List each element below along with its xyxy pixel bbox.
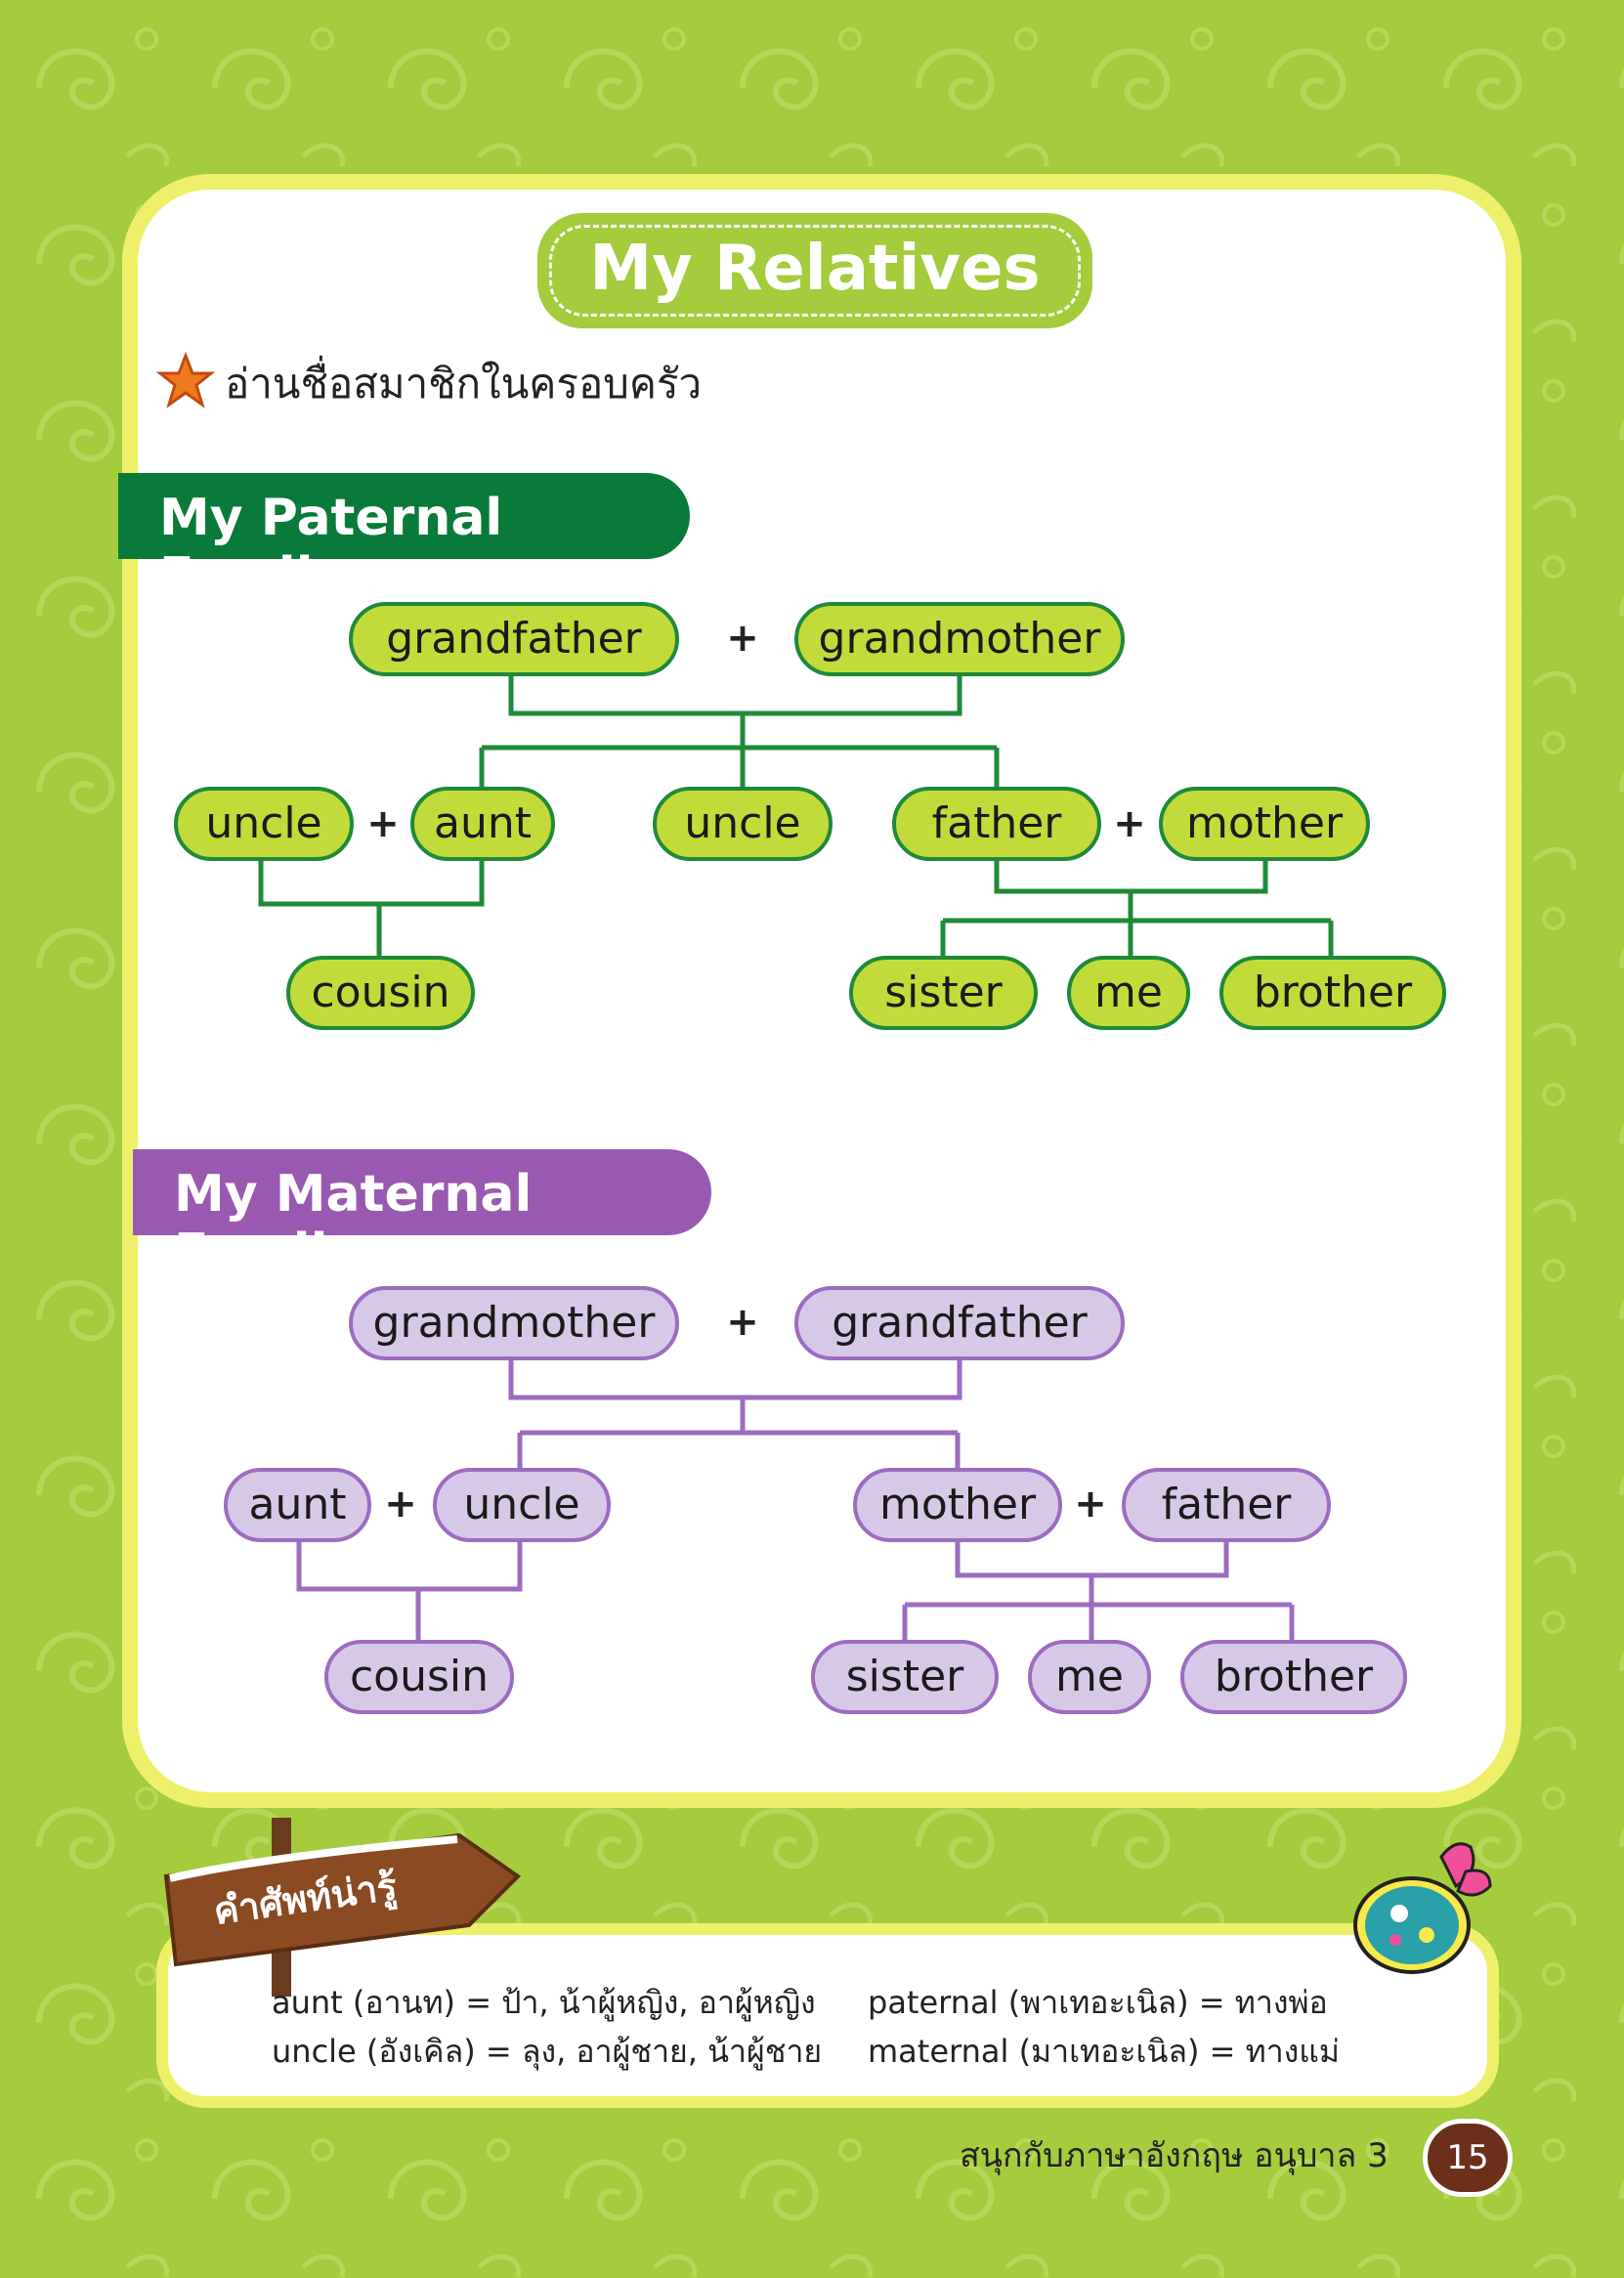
vocab-maternal: maternal (มาเทอะเนิล) = ทางแม่ <box>868 2033 1341 2070</box>
instruction-text: อ่านชื่อสมาชิกในครอบครัว <box>225 360 703 408</box>
maternal-uncle-node: uncle <box>433 1468 611 1542</box>
paternal-mother-node: mother <box>1159 787 1370 861</box>
maternal-grandmother-node: grandmother <box>349 1286 679 1360</box>
paternal-father-node: father <box>892 787 1101 861</box>
paternal-aunt-node: aunt <box>410 787 555 861</box>
maternal-me-node: me <box>1028 1640 1151 1714</box>
page-title: My Relatives <box>589 233 1041 305</box>
plus-sign: + <box>726 1300 759 1345</box>
paternal-uncle-node: uncle <box>174 787 354 861</box>
plus-sign: + <box>366 801 400 846</box>
maternal-mother-node: mother <box>853 1468 1062 1542</box>
maternal-heading: My Maternal Family <box>174 1165 533 1282</box>
maternal-brother-node: brother <box>1180 1640 1407 1714</box>
footer-book-title: สนุกกับภาษาอังกฤษ อนุบาล 3 <box>960 2136 1389 2175</box>
paternal-brother-node: brother <box>1219 956 1446 1030</box>
paternal-heading: My Paternal Family <box>159 489 503 606</box>
plus-sign: + <box>384 1482 417 1526</box>
plus-sign: + <box>726 616 759 661</box>
paternal-sister-node: sister <box>849 956 1038 1030</box>
maternal-grandfather-node: grandfather <box>794 1286 1125 1360</box>
maternal-cousin-node: cousin <box>324 1640 514 1714</box>
paternal-me-node: me <box>1067 956 1190 1030</box>
plus-sign: + <box>1074 1482 1107 1526</box>
paternal-grandfather-node: grandfather <box>349 602 679 676</box>
paternal-uncle-node: uncle <box>653 787 833 861</box>
maternal-aunt-node: aunt <box>224 1468 371 1542</box>
page-number: 15 <box>1423 2119 1513 2197</box>
plus-sign: + <box>1113 801 1146 846</box>
vocab-aunt: aunt (อานท) = ป้า, น้าผู้หญิง, อาผู้หญิง <box>272 1984 816 2021</box>
paternal-cousin-node: cousin <box>286 956 475 1030</box>
vocab-heading: คำศัพท์น่ารู้ <box>210 1865 400 1933</box>
vocab-paternal: paternal (พาเทอะเนิล) = ทางพ่อ <box>868 1984 1328 2021</box>
paternal-grandmother-node: grandmother <box>794 602 1125 676</box>
vocab-uncle: uncle (อังเคิล) = ลุง, อาผู้ชาย, น้าผู้ชาย <box>272 2033 823 2070</box>
mascot-egg-icon <box>1348 1837 1495 1984</box>
maternal-father-node: father <box>1122 1468 1331 1542</box>
maternal-sister-node: sister <box>811 1640 999 1714</box>
